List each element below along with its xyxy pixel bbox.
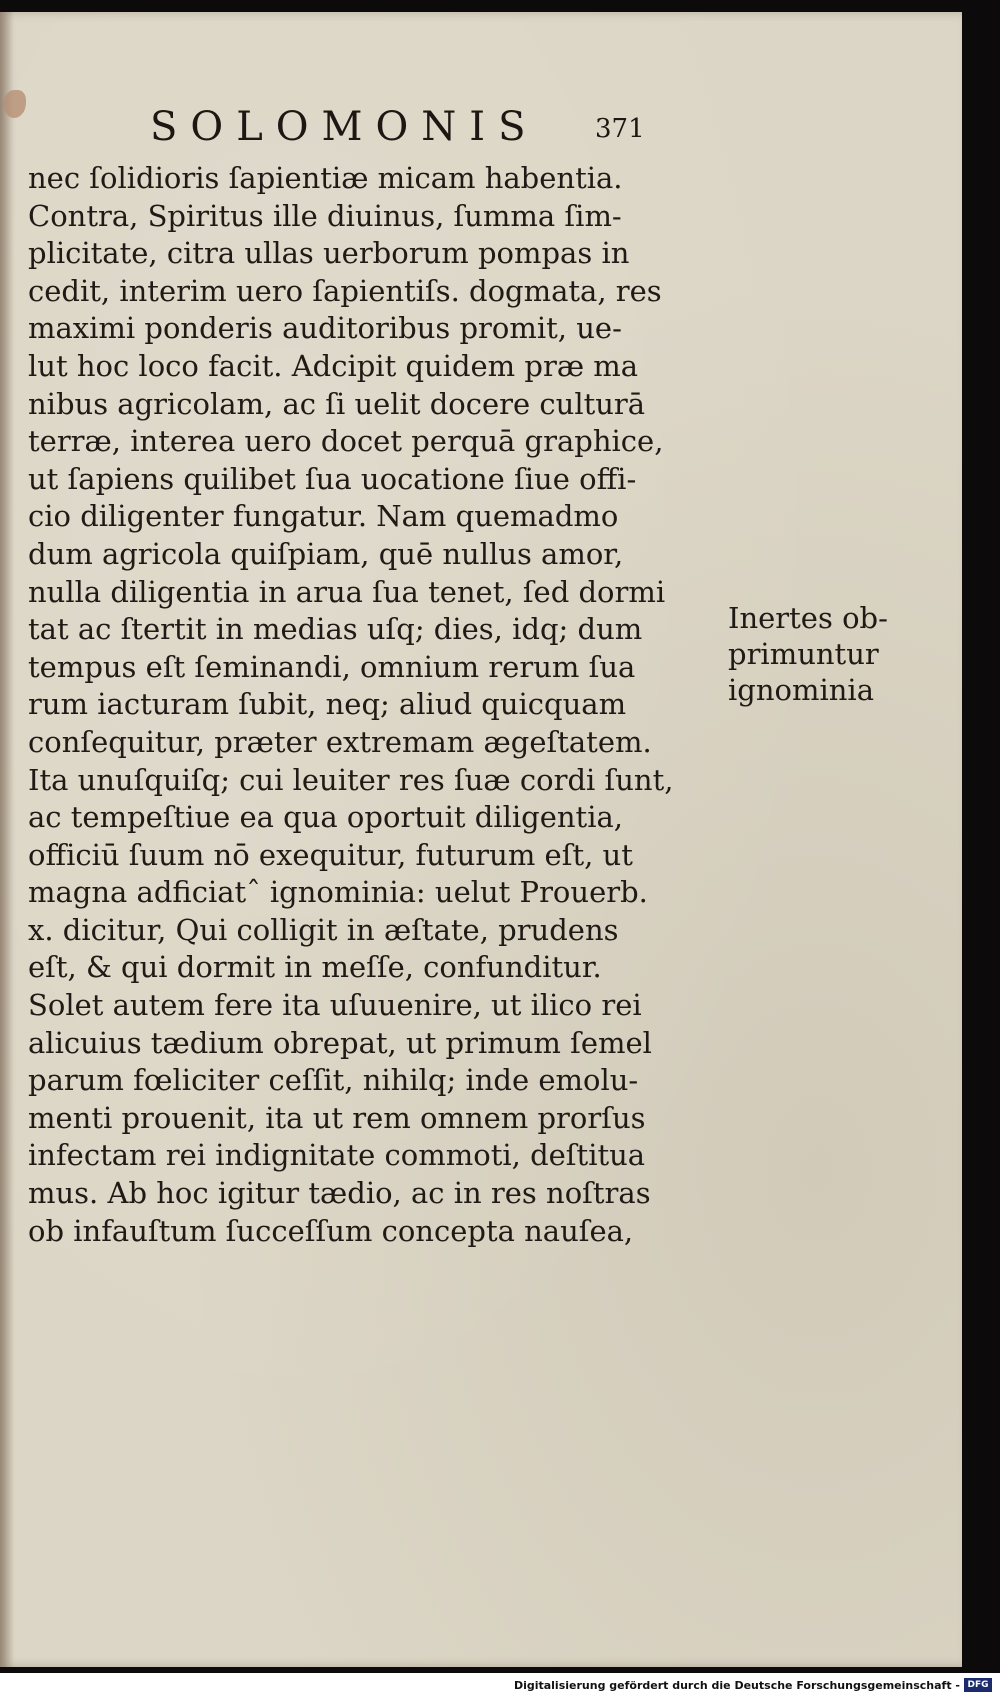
page-number: 371 <box>595 114 645 144</box>
page-header <box>150 100 670 160</box>
text-line: nec ſolidioris ſapientiæ micam habentia. <box>28 161 623 195</box>
page-gutter-shadow <box>0 12 14 1667</box>
text-line: x. dicitur, Qui colligit in æſtate, prudens <box>28 912 619 947</box>
text-line: officiū ſuum nō exequitur, futurum eſt, ut <box>28 837 633 872</box>
digitization-footer <box>0 1673 1000 1695</box>
running-title: SOLOMONIS <box>150 104 539 150</box>
marginal-note-line: primuntur <box>728 637 879 671</box>
text-line: mus. Ab hoc igitur tædio, ac in res noſtras <box>28 1176 651 1211</box>
text-line: Contra, Spiritus ille diuinus, ſumma ſim- <box>28 198 622 233</box>
funding-credit: Digitalisierung gefördert durch die Deutsche Forschungsgemeinschaft - <box>513 1679 960 1692</box>
text-line: cio diligenter fungatur. Nam quemadmo <box>28 499 619 534</box>
text-line: terræ, interea uero docet perquā graphice, <box>28 424 664 459</box>
marginal-note-line: Inertes ob- <box>728 601 888 635</box>
text-line: magna adficiatˆ ignominia: uelut Prouerb. <box>28 875 648 910</box>
marginal-note-line: ignominia <box>728 673 874 707</box>
text-line: rum iacturam ſubit, neq; aliud quicquam <box>28 687 627 722</box>
text-line: alicuius tædium obrepat, ut primum ſemel <box>28 1025 652 1060</box>
text-line: lut hoc loco facit. Adcipit quidem præ ma <box>28 348 639 383</box>
text-line: nulla diligentia in arua ſua tenet, ſed dormi <box>28 574 666 609</box>
body-text <box>28 160 728 1250</box>
text-line: tat ac ſtertit in medias uſq; dies, idq; dum <box>28 612 643 647</box>
text-line: ac tempeſtiue ea qua oportuit diligentia, <box>28 800 623 835</box>
text-line: eſt, & qui dormit in meſſe, confunditur. <box>28 950 602 985</box>
text-line: Ita unuſquiſq; cui leuiter res ſuæ cordi ſunt, <box>28 762 674 797</box>
text-line: conſequitur, præter extremam ægeſtatem. <box>28 724 652 759</box>
marginal-note <box>728 600 948 708</box>
text-line: ob infauſtum ſucceſſum concepta nauſea, <box>28 1213 634 1248</box>
text-line: tempus eſt ſeminandi, omnium rerum ſua <box>28 649 636 684</box>
text-line: maximi ponderis auditoribus promit, ue- <box>28 311 622 346</box>
text-line: cedit, interim uero ſapientiſs. dogmata, res <box>28 273 662 308</box>
text-line: ut ſapiens quilibet ſua uocatione ſiue offi- <box>28 461 637 496</box>
dfg-logo: DFG <box>964 1678 992 1692</box>
text-line: parum fœliciter ceſſit, nihilq; inde emolu- <box>28 1063 639 1098</box>
text-line: Solet autem fere ita uſuuenire, ut ilico rei <box>28 988 642 1023</box>
text-line: nibus agricolam, ac ſi uelit docere culturā <box>28 386 646 421</box>
text-line: menti prouenit, ita ut rem omnem prorſus <box>28 1100 646 1135</box>
text-line: infectam rei indignitate commoti, deſtitua <box>28 1138 646 1173</box>
text-line: plicitate, citra ullas uerborum pompas in <box>28 236 630 271</box>
text-line: dum agricola quiſpiam, quē nullus amor, <box>28 536 624 571</box>
